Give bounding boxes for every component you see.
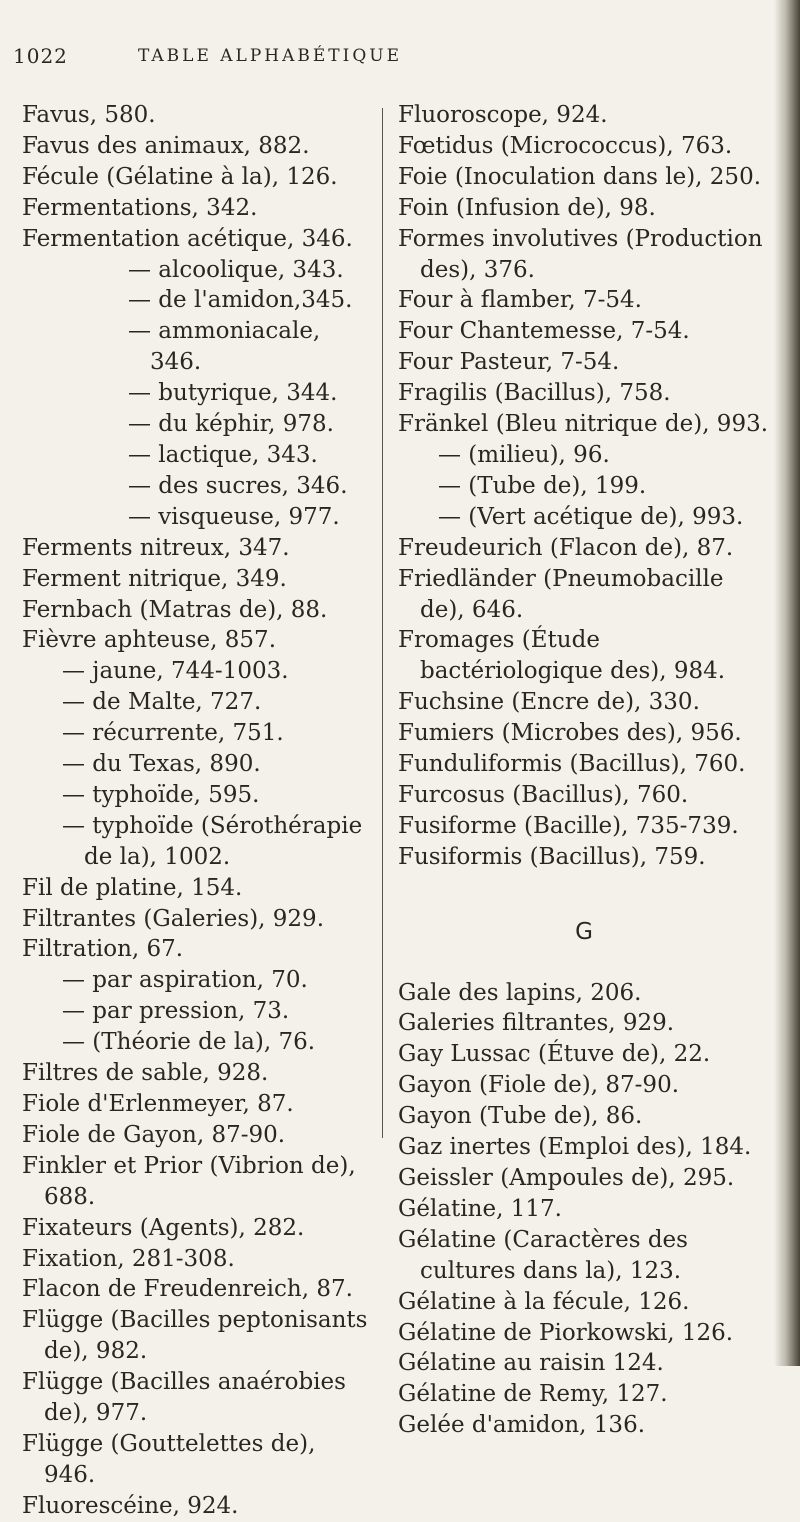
index-entry: Gélatine de Remy, 127. (398, 1381, 668, 1408)
index-entry: Gélatine à la fécule, 126. (398, 1288, 690, 1315)
index-entry: Gélatine, 117. (398, 1195, 562, 1222)
index-entry: Fiole d'Erlenmeyer, 87. (22, 1091, 294, 1117)
index-entry: — du Texas, 890. (62, 751, 261, 778)
index-entry: Fragilis (Bacillus), 758. (398, 380, 671, 407)
g-entries (398, 978, 770, 1442)
index-entry: Fumiers (Microbes des), 956. (398, 720, 742, 747)
index-entry: — typhoïde, 595. (62, 781, 260, 808)
f-entries (398, 100, 770, 873)
index-entry: — du képhir, 978. (128, 411, 334, 438)
index-entry: — (Tube de), 199. (438, 472, 647, 499)
index-entry: Fränkel (Bleu nitrique de), 993. (398, 411, 769, 438)
index-entry: Four Chantemesse, 7-54. (398, 318, 690, 345)
index-entry: Gaz inertes (Emploi des), 184. (398, 1134, 752, 1161)
index-entry: Gay Lussac (Étuve de), 22. (398, 1041, 711, 1068)
index-entry: Gélatine (Caractères des cultures dans la), 123. (398, 1226, 688, 1284)
index-entry: Freudeurich (Flacon de), 87. (398, 534, 734, 561)
index-entry: Gélatine au raisin 124. (398, 1350, 664, 1377)
index-entry: Flacon de Freudenreich, 87. (22, 1276, 353, 1303)
index-entry: Funduliformis (Bacillus), 760. (398, 751, 746, 778)
index-entry: Finkler et Prior (Vibrion de), 688. (22, 1152, 356, 1210)
page-number: 1022 (13, 44, 68, 68)
index-entry: Ferments nitreux, 347. (22, 534, 290, 561)
index-entry: Fluorescéine, 924. (22, 1492, 239, 1519)
index-entry: Fusiforme (Bacille), 735-739. (398, 812, 739, 839)
index-entry: Four Pasteur, 7-54. (398, 349, 620, 376)
index-entry: Fiole de Gayon, 87-90. (22, 1121, 286, 1148)
index-entry: Four à flamber, 7-54. (398, 287, 642, 314)
index-entry: Fœtidus (Micrococcus), 763. (398, 132, 733, 159)
index-entry: Fermentation acétique, 346. (22, 225, 353, 252)
running-title: TABLE ALPHABÉTIQUE (138, 46, 403, 66)
index-entry: — des sucres, 346. (128, 472, 348, 499)
index-entry: Galeries filtrantes, 929. (398, 1010, 675, 1037)
index-entry: Fécule (Gélatine à la), 126. (22, 163, 338, 190)
index-entry: — visqueuse, 977. (128, 503, 340, 530)
index-entry: Foin (Infusion de), 98. (398, 194, 656, 221)
index-entry: — (Vert acétique de), 993. (438, 503, 744, 530)
index-entry: — par pression, 73. (62, 998, 290, 1025)
index-entry: — butyrique, 344. (128, 380, 338, 407)
index-entry: — par aspiration, 70. (62, 967, 308, 994)
index-entry: Formes involutives (Production des), 376. (398, 225, 763, 283)
index-entry: Friedländer (Pneumobacille de), 646. (398, 565, 724, 623)
index-entry: Fromages (Étude bactériologique des), 984. (398, 627, 726, 685)
index-entry: Gayon (Fiole de), 87-90. (398, 1072, 680, 1099)
index-entry: Fluoroscope, 924. (398, 102, 608, 128)
index-entry: Gélatine de Piorkowski, 126. (398, 1319, 734, 1346)
index-entry: — lactique, 343. (128, 441, 318, 468)
index-entry: — ammoniacale, 346. (128, 318, 321, 376)
index-entry: Filtrantes (Galeries), 929. (22, 905, 324, 932)
index-entry: — typhoïde (Sérothérapie de la), 1002. (62, 812, 363, 870)
index-entry: Gale des lapins, 206. (398, 979, 642, 1006)
index-entry: Favus des animaux, 882. (22, 132, 310, 159)
index-entry: — (Théorie de la), 76. (62, 1029, 316, 1056)
right-index-column (398, 100, 770, 1441)
index-entry: Fuchsine (Encre de), 330. (398, 689, 700, 716)
index-entry: Fil de platine, 154. (22, 874, 243, 901)
index-entry: Fusiformis (Bacillus), 759. (398, 843, 706, 870)
index-entry: — de Malte, 727. (62, 689, 262, 716)
column-divider (382, 108, 383, 1138)
index-entry: Flügge (Bacilles anaérobies de), 977. (22, 1369, 346, 1427)
section-letter-g: G (575, 918, 593, 945)
index-entry: Geissler (Ampoules de), 295. (398, 1165, 735, 1191)
index-entry: Filtres de sable, 928. (22, 1060, 269, 1087)
index-entry: Fermentations, 342. (22, 194, 258, 221)
index-entry: Fixation, 281-308. (22, 1245, 235, 1272)
index-entry: Furcosus (Bacillus), 760. (398, 781, 689, 808)
page-edge-shadow (774, 0, 800, 1366)
index-entry: Favus, 580. (22, 102, 156, 128)
index-entry: — récurrente, 751. (62, 720, 284, 747)
index-entry: Fixateurs (Agents), 282. (22, 1214, 305, 1241)
index-entry: Fernbach (Matras de), 88. (22, 596, 328, 623)
index-entry: Gelée d'amidon, 136. (398, 1412, 646, 1439)
index-entry: — de l'amidon,345. (128, 287, 353, 314)
index-entry: — (milieu), 96. (438, 441, 610, 468)
index-entry: Flügge (Bacilles peptonisants de), 982. (22, 1307, 368, 1365)
index-entry: Flügge (Gouttelettes de), 946. (22, 1430, 316, 1488)
index-entry: Foie (Inoculation dans le), 250. (398, 163, 762, 190)
index-entry: Filtration, 67. (22, 936, 184, 963)
left-index-column (22, 100, 370, 1522)
index-entry: Gayon (Tube de), 86. (398, 1103, 643, 1130)
index-entry: — alcoolique, 343. (128, 256, 344, 283)
index-entry: — jaune, 744-1003. (62, 658, 289, 685)
index-entry: Fièvre aphteuse, 857. (22, 627, 276, 654)
index-entry: Ferment nitrique, 349. (22, 565, 287, 592)
